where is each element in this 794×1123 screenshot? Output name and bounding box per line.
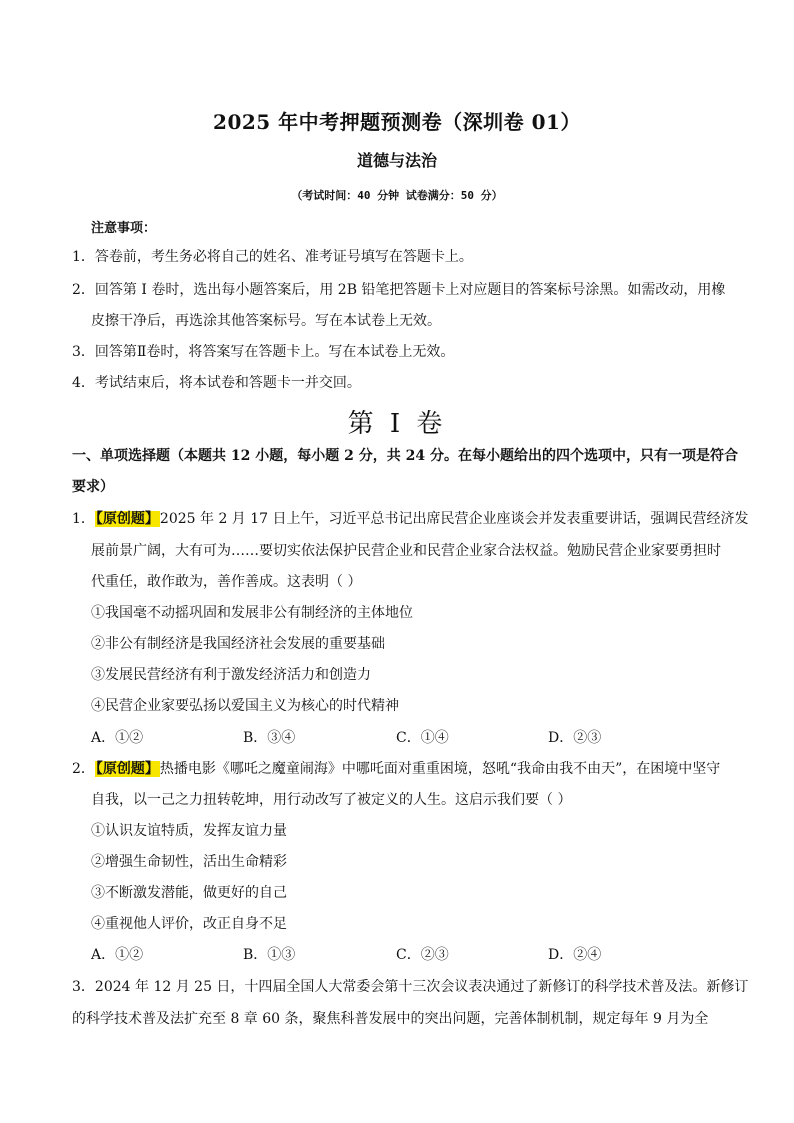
question-2-stem-line: 自我，以一己之力扭转乾坤，用行动改写了被定义的人生。这启示我们要（ ）: [91, 792, 572, 808]
option-b[interactable]: B．①③: [243, 947, 296, 963]
question-stem-text: 热播电影《哪吒之魔童闹海》中哪吒面对重重困境，怒吼“我命由我不由天”，在困境中坚守: [159, 761, 721, 777]
option-d[interactable]: D．②③: [548, 730, 602, 746]
note-item: 4．考试结束后，将本试卷和答题卡一并交回。: [72, 375, 361, 391]
question-1-statement: ③发展民营经济有利于激发经济活力和创造力: [91, 667, 371, 683]
exam-title: 2025 年中考押题预测卷（深圳卷 01）: [213, 110, 581, 134]
question-1-statement: ①我国毫不动摇巩固和发展非公有制经济的主体地位: [91, 605, 413, 621]
question-number: 2．: [72, 761, 95, 777]
question-1-stem-line: [72, 509, 749, 529]
exam-info: （考试时间：40 分钟 试卷满分：50 分）: [291, 189, 503, 202]
subject-title: 道德与法治: [356, 151, 437, 170]
note-item-continued: 皮擦干净后，再选涂其他答案标号。写在本试卷上无效。: [91, 313, 441, 329]
option-a[interactable]: A．①②: [91, 947, 144, 963]
question-stem-text: 2025 年 2 月 17 日上午，习近平总书记出席民营企业座谈会并发表重要讲话，强调民营经济发: [159, 511, 749, 527]
note-item: 2．回答第 I 卷时，选出每小题答案后，用 2B 铅笔把答题卡上对应题目的答案标号涂黑。如需改动，用橡: [72, 282, 726, 298]
question-tag: 【原创题】: [95, 761, 159, 777]
question-stem-text: 2024 年 12 月 25 日，十四届全国人大常委会第十三次会议表决通过了新修订的科学技术普及法。新修订: [94, 979, 749, 995]
question-2-statement: ②增强生命韧性，活出生命精彩: [91, 854, 287, 870]
option-d[interactable]: D．②④: [548, 947, 602, 963]
part-instructions-continued: 要求）: [72, 479, 114, 495]
question-2-statement: ④重视他人评价，改正自身不足: [91, 916, 287, 932]
note-item: 3．回答第Ⅱ卷时，将答案写在答题卡上。写在本试卷上无效。: [72, 344, 455, 360]
notes-heading: 注意事项：: [91, 221, 157, 236]
question-1-stem-line: 展前景广阔，大有可为……要切实依法保护民营企业和民营企业家合法权益。勉励民营企业家要勇担时: [91, 543, 721, 559]
option-b[interactable]: B．③④: [243, 730, 296, 746]
question-number: 1．: [72, 511, 95, 527]
option-c[interactable]: C．②③: [396, 947, 449, 963]
question-3-stem-line: [72, 977, 748, 997]
note-item: 1．答卷前，考生务必将自己的姓名、准考证号填写在答题卡上。: [72, 249, 473, 265]
question-2-statement: ③不断激发潜能，做更好的自己: [91, 885, 287, 901]
option-c[interactable]: C．①④: [396, 730, 449, 746]
question-1-statement: ④民营企业家要弘扬以爱国主义为核心的时代精神: [91, 698, 399, 714]
question-2-stem-line: [72, 759, 720, 779]
question-tag: 【原创题】: [95, 511, 159, 527]
question-1-statement: ②非公有制经济是我国经济社会发展的重要基础: [91, 636, 385, 652]
part-instructions: 一、单项选择题（本题共 12 小题，每小题 2 分，共 24 分。在每小题给出的四个选项中，只有一项是符合: [72, 448, 738, 464]
question-3-stem-line: 的科学技术普及法扩充至 8 章 60 条，聚焦科普发展中的突出问题，完善体制机制，规定每年 9 月为全: [72, 1011, 709, 1027]
section-title: 第 I 卷: [347, 409, 447, 439]
option-a[interactable]: A．①②: [91, 730, 144, 746]
question-1-stem-line: 代重任，敢作敢为，善作善成。这表明（ ）: [91, 574, 362, 590]
question-number: 3．: [72, 979, 95, 995]
question-2-statement: ①认识友谊特质，发挥友谊力量: [91, 823, 287, 839]
